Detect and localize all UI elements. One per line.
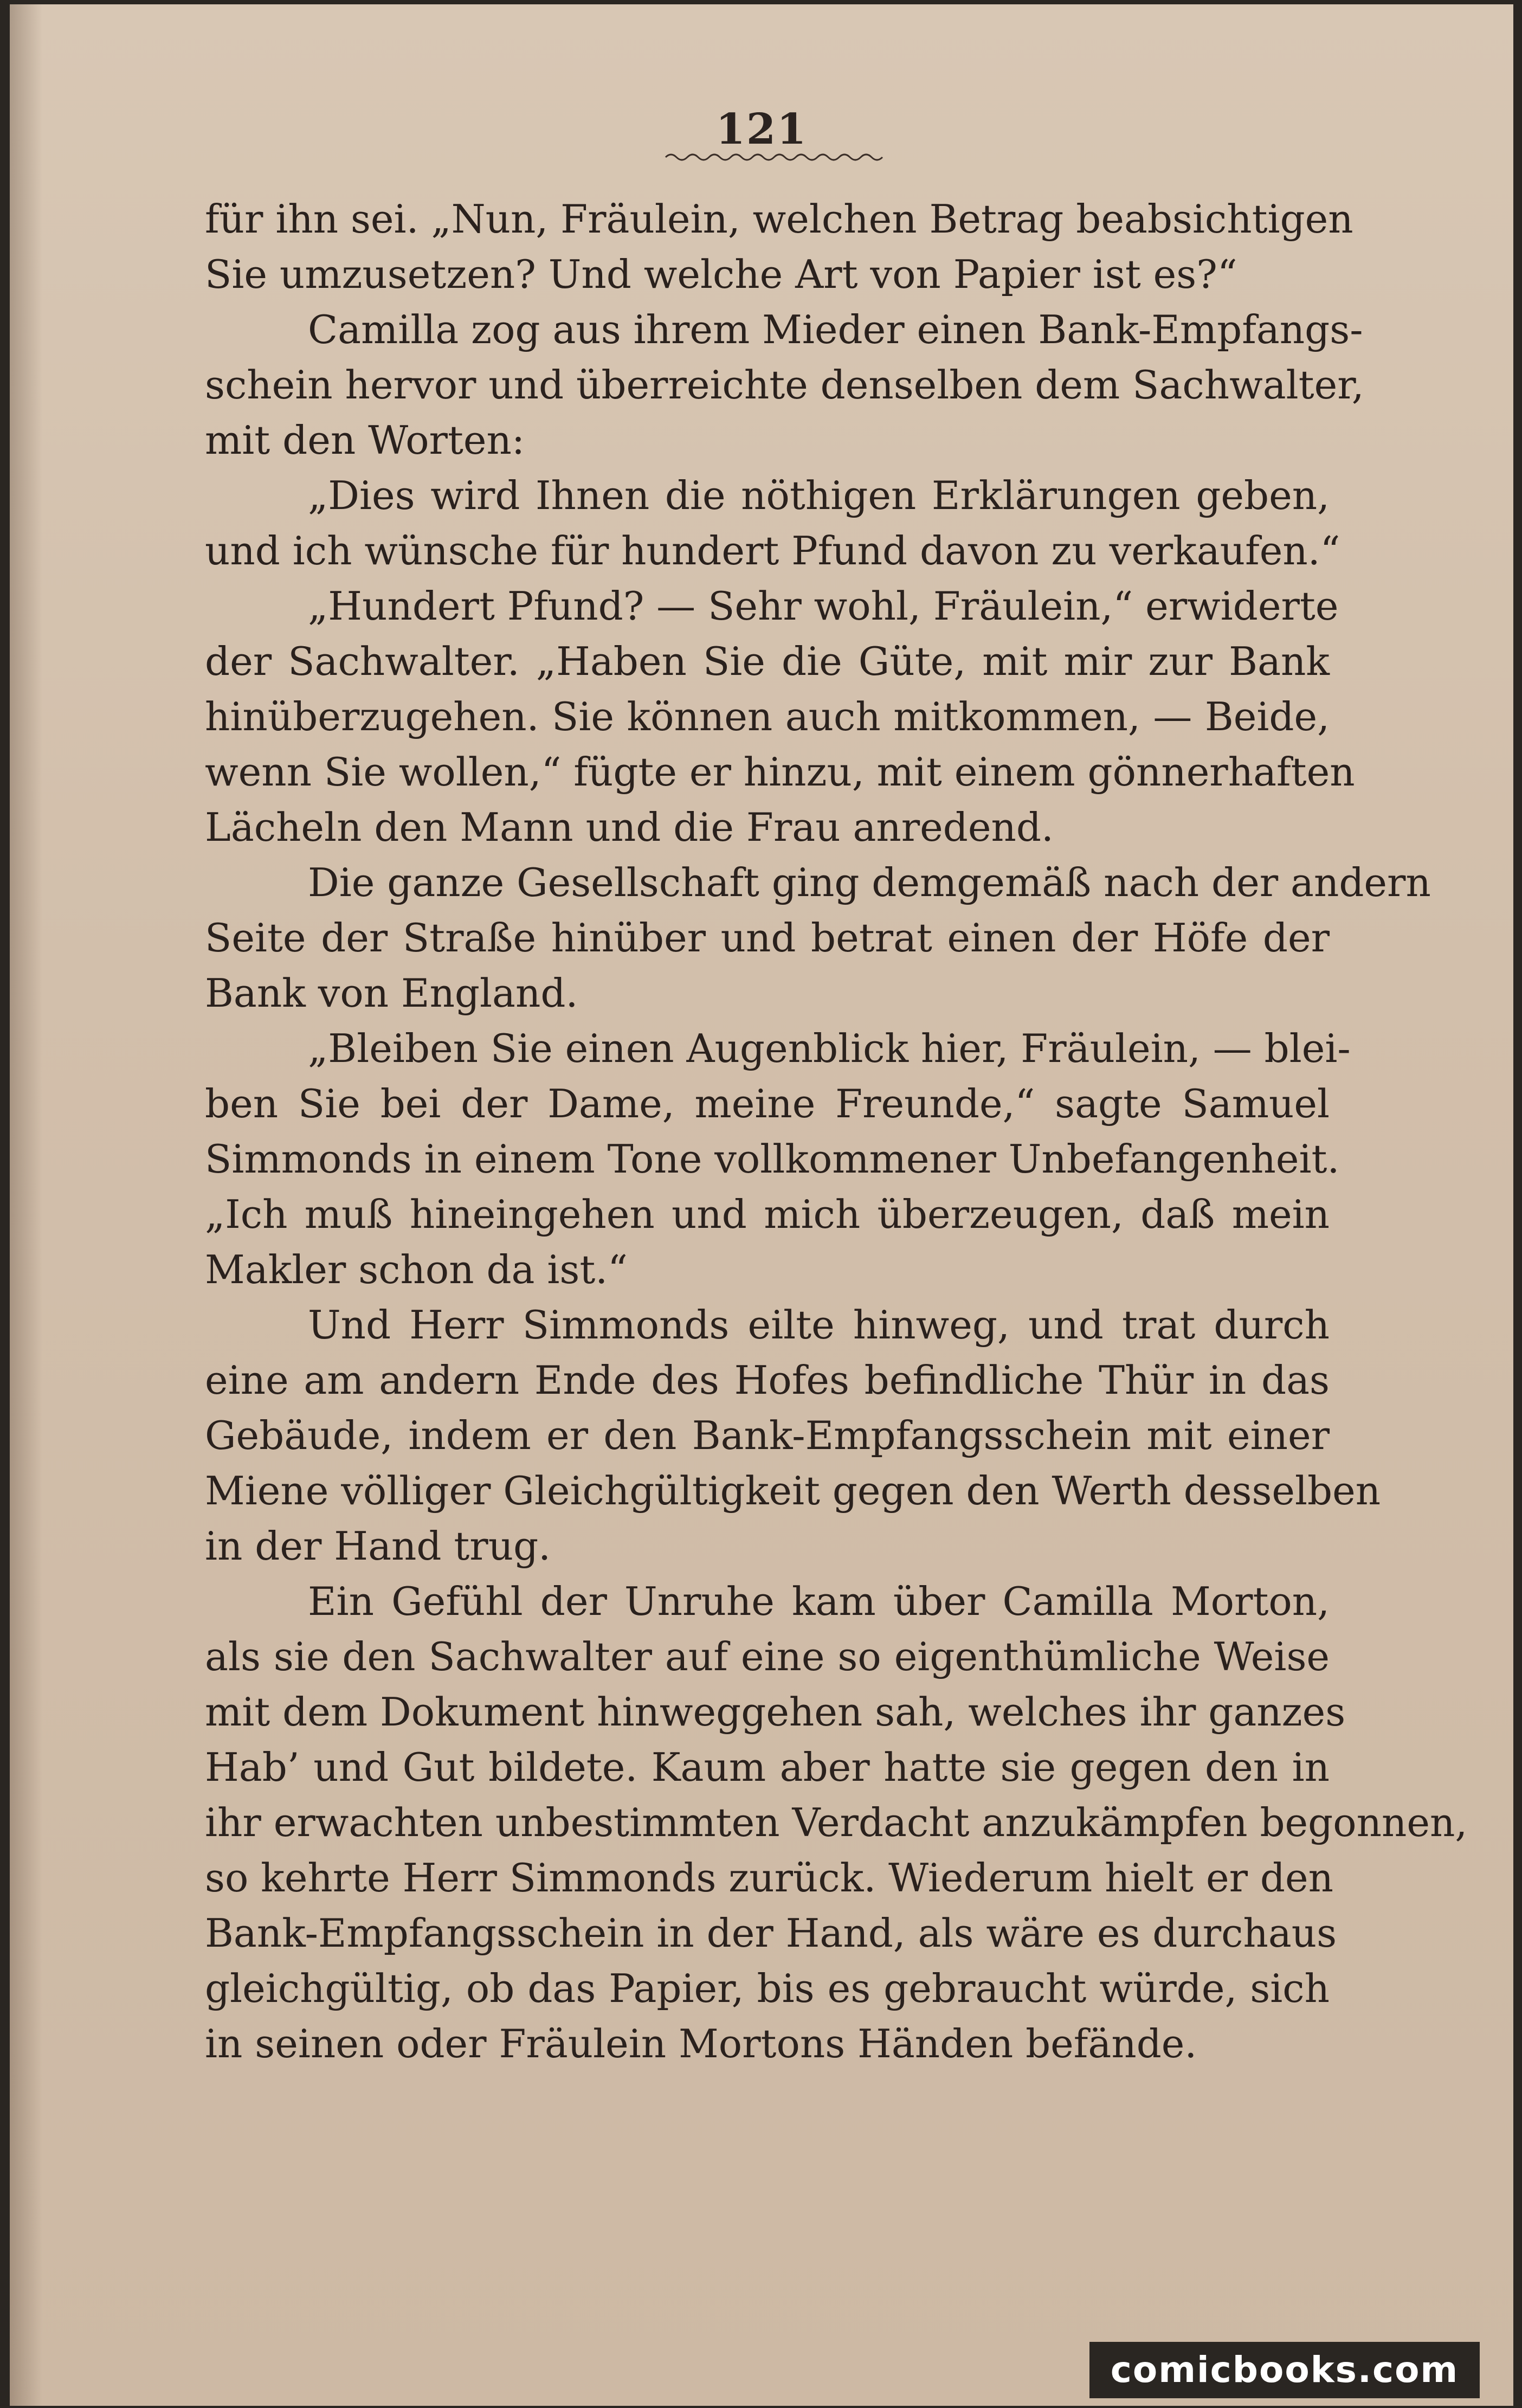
- text-line: gleichgültig, ob das Papier, bis es gebraucht würde, sich: [205, 1966, 1330, 2011]
- text-line: Lächeln den Mann und die Frau anredend.: [205, 804, 1054, 850]
- text-line: „Bleiben Sie einen Augenblick hier, Fräulein, — blei-: [308, 1026, 1351, 1071]
- text-line: schein hervor und überreichte denselben dem Sachwalter,: [205, 362, 1364, 408]
- text-line: Miene völliger Gleichgültigkeit gegen den Werth desselben: [205, 1468, 1381, 1514]
- text-line: der Sachwalter. „Haben Sie die Güte, mit mir zur Bank: [205, 639, 1330, 684]
- text-line: wenn Sie wollen,“ fügte er hinzu, mit einem gönnerhaften: [205, 749, 1355, 795]
- text-line: Sie umzusetzen? Und welche Art von Papier ist es?“: [205, 252, 1237, 297]
- text-line: Seite der Straße hinüber und betrat einen der Höfe der: [205, 915, 1330, 961]
- body-text: [205, 191, 1468, 2071]
- text-line: ihr erwachten unbestimmten Verdacht anzukämpfen begonnen,: [205, 1800, 1468, 1845]
- text-line: Ein Gefühl der Unruhe kam über Camilla Morton,: [308, 1579, 1330, 1624]
- text-line: für ihn sei. „Nun, Fräulein, welchen Betrag beabsichtigen: [205, 196, 1353, 242]
- text-line: Die ganze Gesellschaft ging demgemäß nach der andern: [308, 860, 1431, 905]
- text-line: Makler schon da ist.“: [205, 1247, 628, 1292]
- text-line: Und Herr Simmonds eilte hinweg, und trat durch: [308, 1302, 1330, 1348]
- text-line: als sie den Sachwalter auf eine so eigenthümliche Weise: [205, 1634, 1330, 1679]
- text-line: hinüberzugehen. Sie können auch mitkommen, — Beide,: [205, 694, 1330, 739]
- text-line: Hab’ und Gut bildete. Kaum aber hatte sie gegen den in: [205, 1744, 1330, 1790]
- page-number: 121: [715, 105, 808, 154]
- text-line: Bank von England.: [205, 970, 578, 1016]
- text-line: in der Hand trug.: [205, 1523, 551, 1569]
- text-line: Simmonds in einem Tone vollkommener Unbefangenheit.: [205, 1136, 1340, 1182]
- text-line: so kehrte Herr Simmonds zurück. Wiederum hielt er den: [205, 1855, 1333, 1901]
- text-line: Camilla zog aus ihrem Mieder einen Bank-Empfangs-: [308, 307, 1363, 352]
- text-line: „Dies wird Ihnen die nöthigen Erklärungen geben,: [308, 473, 1330, 518]
- text-line: mit den Worten:: [205, 417, 525, 463]
- text-line: Bank-Empfangsschein in der Hand, als wäre es durchaus: [205, 1910, 1337, 1956]
- text-line: „Ich muß hineingehen und mich überzeugen, daß mein: [205, 1192, 1330, 1237]
- text-line: „Hundert Pfund? — Sehr wohl, Fräulein,“ erwiderte: [308, 583, 1339, 629]
- text-line: Gebäude, indem er den Bank-Empfangsschein mit einer: [205, 1413, 1330, 1458]
- decorative-wavy-rule: [666, 150, 882, 163]
- watermark: comicbooks.com: [1089, 2342, 1480, 2398]
- book-page: [10, 4, 1513, 2406]
- text-line: mit dem Dokument hinweggehen sah, welches ihr ganzes: [205, 1689, 1346, 1735]
- text-line: in seinen oder Fräulein Mortons Händen befände.: [205, 2021, 1197, 2066]
- text-line: und ich wünsche für hundert Pfund davon zu verkaufen.“: [205, 528, 1340, 574]
- page-gutter-shadow: [10, 4, 42, 2406]
- text-line: ben Sie bei der Dame, meine Freunde,“ sagte Samuel: [205, 1081, 1330, 1126]
- text-line: eine am andern Ende des Hofes befindliche Thür in das: [205, 1357, 1330, 1403]
